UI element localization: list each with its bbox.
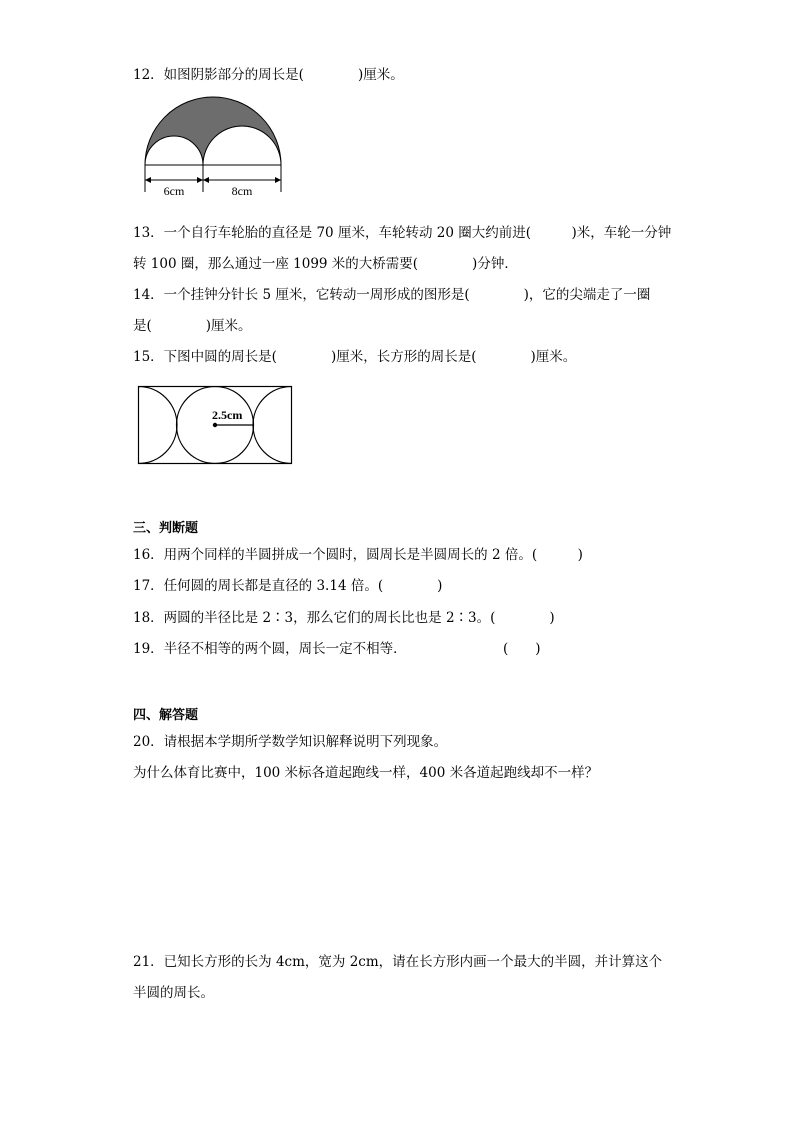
q13-line1: 13．一个自行车轮胎的直径是 70 厘米，车轮转动 20 圈大约前进( )米，车轮一分钟 [133,225,672,241]
q16-text: 16．用两个同样的半圆拼成一个圆时，圆周长是半圆周长的 2 倍。( ) [133,547,583,563]
q12-figure [130,100,300,200]
q21-line1: 21．已知长方形的长为 4cm，宽为 2cm，请在长方形内画一个最大的半圆，并计算这个 [133,954,663,970]
q12-text: 12．如图阴影部分的周长是( )厘米。 [133,67,404,83]
section-4-title: 四、解答题 [133,708,199,723]
q17-text: 17．任何圆的周长都是直径的 3.14 倍。( ) [133,578,443,594]
q13-line2: 转 100 圈，那么通过一座 1099 米的大桥需要( )分钟． [133,256,518,272]
q15-figure [138,386,294,466]
q15-text: 15．下图中圆的周长是( )厘米，长方形的周长是( )厘米。 [133,349,577,365]
q20-line2: 为什么体育比赛中，100 米标各道起跑线一样，400 米各道起跑线却不一样？ [133,765,599,781]
q19-blank: ( ) [503,641,541,657]
q18-text: 18．两圆的半径比是 2∶3，那么它们的周长比也是 2∶3。( ) [133,610,555,626]
q14-line1: 14．一个挂钟分针长 5 厘米，它转动一周形成的图形是( )，它的尖端走了一圈 [133,287,651,303]
q14-line2: 是( )厘米。 [133,318,252,334]
section-3-title: 三、判断题 [133,521,199,536]
radius-label: 2.5cm [212,408,243,422]
q20-line1: 20．请根据本学期所学数学知识解释说明下列现象。 [133,734,448,750]
q21-line2: 半圆的周长。 [133,985,214,1001]
q19-text: 19．半径不相等的两个圆，周长一定不相等． [133,641,407,657]
label-8cm: 8cm [231,184,253,198]
label-6cm: 6cm [163,184,185,198]
